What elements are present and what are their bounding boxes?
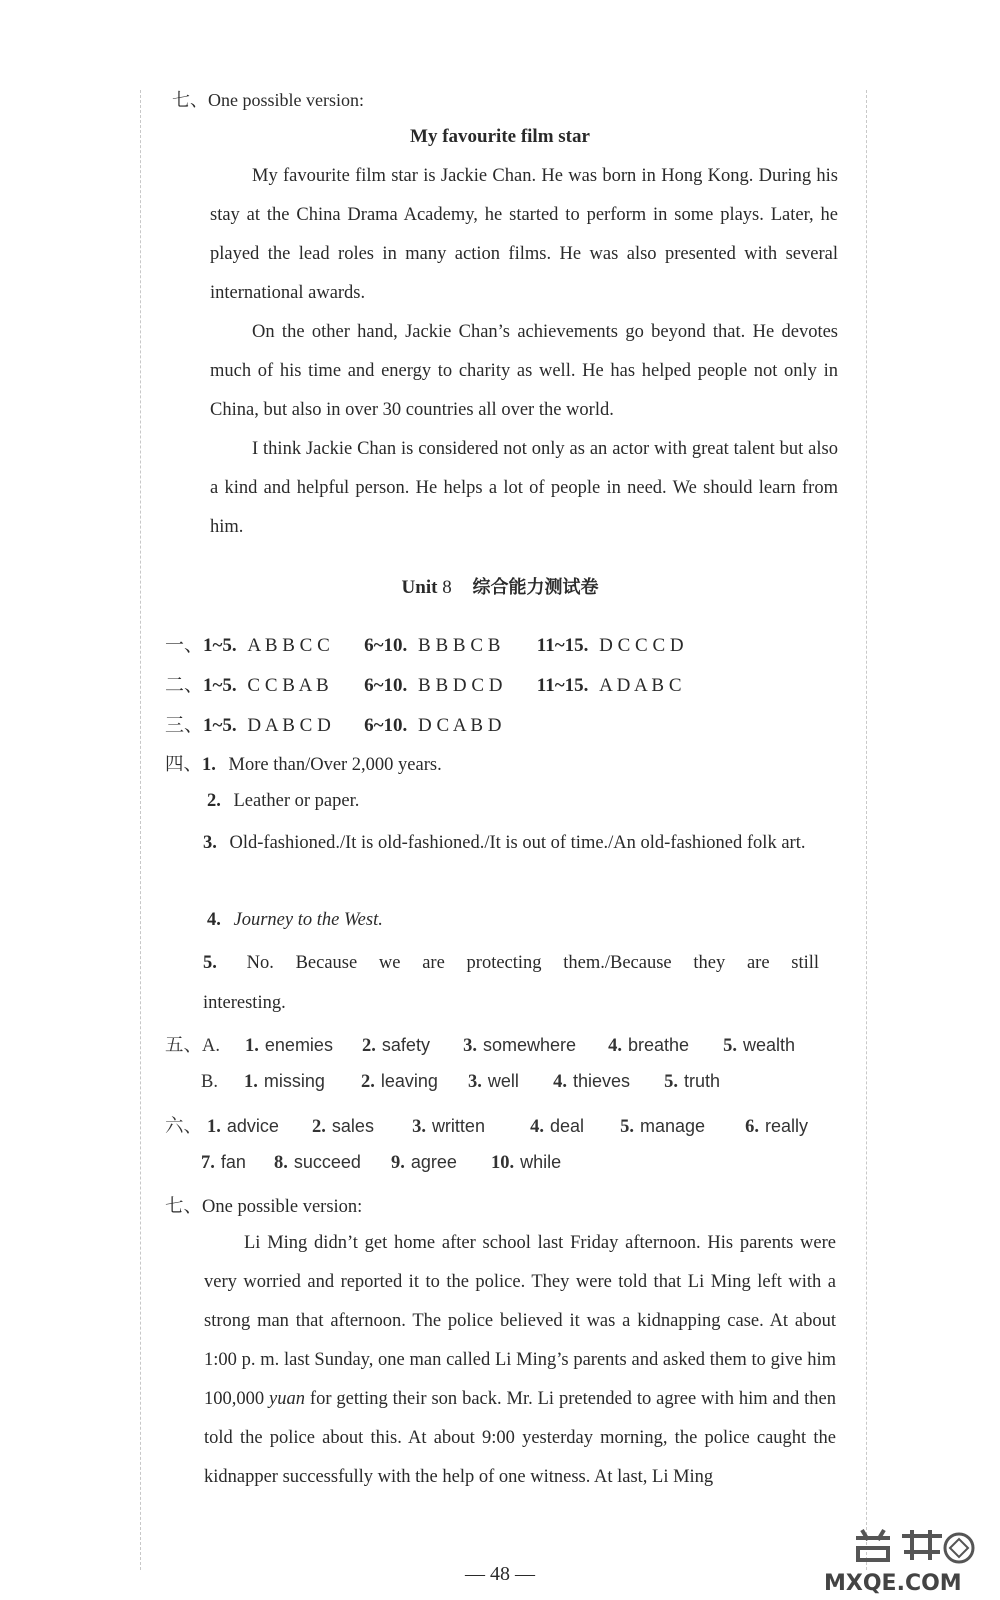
sec6-row-1 bbox=[165, 1112, 808, 1138]
word: somewhere bbox=[482, 1035, 576, 1055]
answer-text: No. Because we are protecting them./Because they are still interesting. bbox=[203, 953, 820, 1013]
answer-text: Journey to the West. bbox=[233, 910, 383, 930]
word: missing bbox=[263, 1071, 325, 1091]
answer-text: Leather or paper. bbox=[233, 791, 360, 811]
essay-paragraph-1: My favourite film star is Jackie Chan. He was born in Hong Kong. During his stay at the China Drama Academy, he started to perform in some plays. Later, he played the lead roles in many action films. He was also presented with several international awards. bbox=[210, 166, 838, 303]
item-number: 4. bbox=[553, 1072, 567, 1092]
item-number: 7. bbox=[201, 1153, 215, 1173]
range-label: 1~5. bbox=[203, 675, 237, 696]
word: enemies bbox=[264, 1035, 333, 1055]
watermark-text: MXQE.COM bbox=[824, 1571, 962, 1596]
row-label: 一、 bbox=[165, 635, 204, 656]
word: agree bbox=[410, 1152, 457, 1172]
sec4-item-4 bbox=[207, 910, 383, 931]
word: advice bbox=[226, 1116, 279, 1136]
item-number: 5. bbox=[620, 1117, 634, 1137]
answers: D A B C D bbox=[247, 715, 331, 736]
row-label: 六、 bbox=[165, 1117, 203, 1137]
item-number: 10. bbox=[491, 1153, 515, 1173]
answer-text: Old-fashioned./It is old-fashioned./It is out of time./An old-fashioned folk art. bbox=[229, 833, 806, 853]
range-label: 11~15. bbox=[536, 635, 589, 656]
essay-title: My favourite film star bbox=[410, 126, 590, 147]
item-number: 5. bbox=[203, 953, 217, 973]
item-number: 3. bbox=[468, 1072, 482, 1092]
answers: A D A B C bbox=[599, 675, 682, 696]
row-label: 三、 bbox=[165, 715, 204, 736]
sec4-item-2 bbox=[207, 791, 359, 812]
item-number: 3. bbox=[463, 1036, 477, 1056]
answer-text: More than/Over 2,000 years. bbox=[228, 755, 442, 775]
answers: B B D C D bbox=[418, 675, 503, 696]
sec4-item-3 bbox=[203, 823, 819, 863]
part-label: B. bbox=[201, 1072, 218, 1092]
item-number: 2. bbox=[312, 1117, 326, 1137]
answers: C C B A B bbox=[247, 675, 329, 696]
row-label: 二、 bbox=[165, 675, 204, 696]
essay2-italic-yuan: yuan bbox=[269, 1389, 305, 1409]
answers: D C A B D bbox=[418, 715, 502, 736]
range-label: 1~5. bbox=[203, 715, 237, 736]
essay-paragraph-2: On the other hand, Jackie Chan’s achievements go beyond that. He devotes much of his time and energy to charity as well. He has helped people not only in China, but also in over 30 countries all over the world. bbox=[210, 322, 838, 420]
word: sales bbox=[331, 1116, 374, 1136]
word: succeed bbox=[293, 1152, 361, 1172]
essay-paragraph-3: I think Jackie Chan is considered not only as an actor with great talent but also a kind and helpful person. He helps a lot of people in need. We should learn from him. bbox=[210, 439, 838, 537]
answers: B B B C B bbox=[418, 635, 501, 656]
item-number: 6. bbox=[745, 1117, 759, 1137]
answers: A B B C C bbox=[247, 635, 330, 656]
section-7-heading: 七、One possible version: bbox=[172, 90, 364, 110]
margin-line-right bbox=[866, 90, 867, 1570]
sec5-row-b bbox=[201, 1071, 720, 1093]
word: fan bbox=[220, 1152, 246, 1172]
answer-row-3 bbox=[165, 710, 501, 737]
word: thieves bbox=[572, 1071, 630, 1091]
row-label: 四、 bbox=[165, 755, 203, 775]
page-number: — 48 — bbox=[465, 1563, 535, 1585]
range-label: 1~5. bbox=[203, 635, 237, 656]
essay2-text-part-1: Li Ming didn’t get home after school last Friday afternoon. His parents were very worried and reported it to the police. They were told that Li Ming left with a strong man that afternoon. The police believed it was a kidnapping case. At about 1:00 p. m. last Sunday, one man called Li Ming’s parents and asked them to give him 100,000 bbox=[204, 1233, 836, 1409]
word: wealth bbox=[742, 1035, 795, 1055]
word: truth bbox=[683, 1071, 720, 1091]
sec4-item-1 bbox=[165, 750, 442, 776]
word: written bbox=[431, 1116, 485, 1136]
word: while bbox=[520, 1152, 562, 1172]
range-label: 6~10. bbox=[364, 675, 408, 696]
item-number: 4. bbox=[207, 910, 221, 930]
essay2-text-part-2: for getting their son back. Mr. Li pretended to agree with him and then told the police about this. At about 9:00 yesterday morning, the police caught the kidnapper successfully with the help of one witness. At last, Li Ming bbox=[204, 1389, 836, 1487]
unit-subtitle: 综合能力测试卷 bbox=[472, 577, 599, 598]
part-label: A. bbox=[202, 1036, 221, 1056]
watermark-emblem-icon bbox=[856, 1530, 973, 1562]
item-number: 1. bbox=[207, 1117, 221, 1137]
item-number: 1. bbox=[202, 755, 216, 775]
word: well bbox=[487, 1071, 519, 1091]
sec5-row-a bbox=[165, 1031, 795, 1057]
row-label: 五、 bbox=[165, 1036, 203, 1056]
essay2-paragraph bbox=[204, 1224, 836, 1497]
item-number: 4. bbox=[530, 1117, 544, 1137]
item-number: 2. bbox=[361, 1072, 375, 1092]
item-number: 8. bbox=[274, 1153, 288, 1173]
unit-word: Unit bbox=[401, 577, 438, 598]
unit-number: 8 bbox=[442, 577, 452, 598]
word: really bbox=[764, 1116, 808, 1136]
item-number: 2. bbox=[207, 791, 221, 811]
item-number: 2. bbox=[362, 1036, 376, 1056]
word: leaving bbox=[380, 1071, 438, 1091]
answer-row-1 bbox=[165, 630, 684, 657]
word: safety bbox=[381, 1035, 430, 1055]
range-label: 6~10. bbox=[364, 715, 408, 736]
unit-title bbox=[0, 573, 1000, 599]
item-number: 5. bbox=[723, 1036, 737, 1056]
answers: D C C C D bbox=[599, 635, 684, 656]
item-number: 1. bbox=[244, 1072, 258, 1092]
word: deal bbox=[549, 1116, 584, 1136]
range-label: 11~15. bbox=[536, 675, 589, 696]
item-number: 3. bbox=[203, 833, 217, 853]
answer-row-2 bbox=[165, 670, 682, 697]
sec6-row-2 bbox=[201, 1152, 561, 1174]
word: manage bbox=[639, 1116, 706, 1136]
item-number: 1. bbox=[245, 1036, 259, 1056]
word: breathe bbox=[627, 1035, 690, 1055]
section-7-heading-2: 七、One possible version: bbox=[165, 1197, 363, 1217]
item-number: 4. bbox=[608, 1036, 622, 1056]
item-number: 3. bbox=[412, 1117, 426, 1137]
margin-line-left bbox=[140, 90, 141, 1570]
sec4-item-5 bbox=[203, 943, 819, 1023]
item-number: 5. bbox=[664, 1072, 678, 1092]
item-number: 9. bbox=[391, 1153, 405, 1173]
range-label: 6~10. bbox=[364, 635, 408, 656]
watermark-logo bbox=[804, 1526, 994, 1596]
